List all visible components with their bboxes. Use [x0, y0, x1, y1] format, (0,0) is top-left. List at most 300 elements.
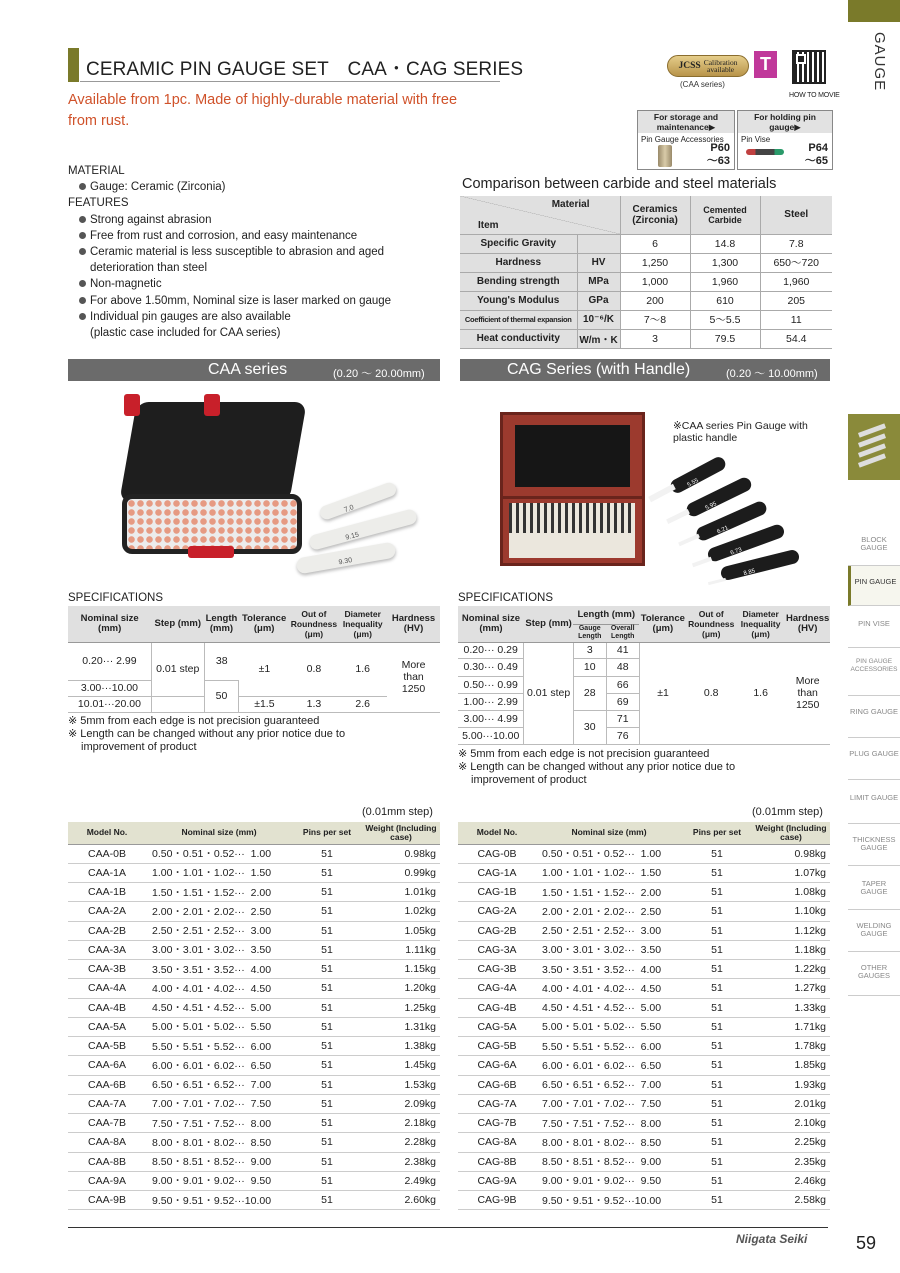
spec-right-title: SPECIFICATIONS	[458, 592, 553, 604]
model-head: Weight (Including case)	[362, 822, 440, 844]
pin-case-icon	[658, 145, 672, 167]
table-row	[68, 883, 440, 902]
spec-hard: More than 1250	[785, 642, 830, 744]
nominal-size: 9.00・9.01・9.02··· 9.50	[146, 1171, 292, 1190]
feature-item	[68, 228, 468, 244]
features-label: FEATURES	[68, 197, 129, 210]
table-row	[68, 1075, 440, 1094]
model-no: CAA-7A	[68, 1094, 146, 1113]
jcss-label: JCSS	[678, 61, 701, 71]
table-row	[458, 1017, 830, 1036]
spec-gauge-len: 30	[573, 710, 606, 744]
feature-text: Free from rust and corrosion, and easy maintenance	[90, 229, 358, 242]
spec-head: Tolerance (μm)	[239, 606, 290, 642]
spec-size: 3.00··· 4.99	[458, 710, 524, 727]
table-row	[68, 902, 440, 921]
jcss-badge	[667, 55, 749, 77]
cmp-item: Young's Modulus	[460, 291, 577, 310]
model-no: CAG-4A	[458, 979, 536, 998]
weight: 1.85kg	[752, 1056, 830, 1075]
feature-item	[68, 293, 468, 309]
accessory-box-holding[interactable]	[737, 110, 833, 170]
model-no: CAA-1A	[68, 863, 146, 882]
weight: 1.38kg	[362, 1037, 440, 1056]
t-badge: T	[754, 51, 777, 78]
spec-right-notes	[458, 748, 735, 787]
nominal-size: 8.50・8.51・8.52··· 9.00	[146, 1152, 292, 1171]
weight: 0.98kg	[362, 844, 440, 863]
table-row	[68, 1037, 440, 1056]
model-no: CAA-5B	[68, 1037, 146, 1056]
table-row	[68, 1114, 440, 1133]
feature-text: Strong against abrasion	[90, 213, 212, 226]
spec-gauge-len: 10	[573, 658, 606, 676]
table-row	[458, 979, 830, 998]
weight: 0.98kg	[752, 844, 830, 863]
pins-per-set: 51	[682, 979, 752, 998]
model-no: CAA-6B	[68, 1075, 146, 1094]
nominal-size: 6.50・6.51・6.52··· 7.00	[536, 1075, 682, 1094]
weight: 2.38kg	[362, 1152, 440, 1171]
nominal-size: 1.00・1.01・1.02··· 1.50	[146, 863, 292, 882]
model-no: CAG-7B	[458, 1114, 536, 1133]
model-no: CAG-5A	[458, 1017, 536, 1036]
wood-case-base	[500, 496, 645, 566]
spec-head: Length (mm)	[204, 606, 239, 642]
nav-welding-gauge[interactable]: WELDING GAUGE	[848, 910, 900, 952]
nominal-size: 8.00・8.01・8.02··· 8.50	[536, 1133, 682, 1152]
spec-round: 0.8	[290, 642, 339, 696]
pins-per-set: 51	[682, 998, 752, 1017]
nav-pin-vise[interactable]: PIN VISE	[848, 606, 900, 648]
pins-per-set: 51	[682, 1114, 752, 1133]
nav-ring-gauge[interactable]: RING GAUGE	[848, 696, 900, 738]
handle-mark: 5.95	[704, 501, 718, 512]
model-no: CAG-3B	[458, 960, 536, 979]
weight: 2.49kg	[362, 1171, 440, 1190]
nominal-size: 6.00・6.01・6.02··· 6.50	[536, 1056, 682, 1075]
cag-series-bar	[460, 359, 830, 381]
col-ceramics: Ceramics (Zirconia)	[620, 196, 690, 234]
nav-taper-gauge[interactable]: TAPER GAUGE	[848, 866, 900, 910]
pins-per-set: 51	[682, 960, 752, 979]
spec-ineq: 1.6	[736, 642, 785, 744]
note: ※ 5mm from each edge is not precision guaranteed	[458, 748, 710, 760]
table-row	[68, 998, 440, 1017]
cmp-item: Hardness	[460, 253, 577, 272]
col-carbide: Cemented Carbide	[690, 196, 760, 234]
table-row	[458, 1114, 830, 1133]
spec-overall: 48	[606, 658, 639, 676]
weight: 1.93kg	[752, 1075, 830, 1094]
weight: 1.10kg	[752, 902, 830, 921]
nav-limit-gauge[interactable]: LIMIT GAUGE	[848, 780, 900, 824]
model-head: Model No.	[68, 822, 146, 844]
spec-head: Gauge Length	[573, 624, 606, 642]
pins-per-set: 51	[682, 883, 752, 902]
weight: 1.05kg	[362, 921, 440, 940]
nav-other-gauges[interactable]: OTHER GAUGES	[848, 952, 900, 996]
col-steel: Steel	[760, 196, 832, 234]
cmp-value: 200	[620, 291, 690, 310]
cmp-item: Specific Gravity	[460, 234, 577, 253]
model-no: CAG-0B	[458, 844, 536, 863]
pins-per-set: 51	[292, 1191, 362, 1210]
qr-code-icon[interactable]	[792, 50, 826, 84]
feature-item	[68, 212, 468, 228]
model-no: CAG-6B	[458, 1075, 536, 1094]
pins-per-set: 51	[682, 1152, 752, 1171]
cmp-value: 11	[760, 310, 832, 329]
model-no: CAG-4B	[458, 998, 536, 1017]
weight: 1.22kg	[752, 960, 830, 979]
nav-plug-gauge[interactable]: PLUG GAUGE	[848, 738, 900, 780]
table-row	[68, 979, 440, 998]
weight: 1.15kg	[362, 960, 440, 979]
table-row	[460, 272, 832, 291]
spec-ineq: 1.6	[338, 642, 387, 696]
table-row	[458, 1191, 830, 1210]
feature-text: For above 1.50mm, Nominal size is laser marked on gauge	[90, 294, 392, 307]
model-no: CAA-4A	[68, 979, 146, 998]
jcss-caa-note: (CAA series)	[680, 80, 725, 89]
model-no: CAG-9B	[458, 1191, 536, 1210]
nav-block-gauge[interactable]: BLOCK GAUGE	[848, 524, 900, 566]
nominal-size: 0.50・0.51・0.52··· 1.00	[536, 844, 682, 863]
nominal-size: 1.50・1.51・1.52··· 2.00	[146, 883, 292, 902]
cmp-value: 7.8	[760, 234, 832, 253]
table-row	[458, 1037, 830, 1056]
spec-tol: ±1.5	[239, 696, 290, 712]
spec-tol: ±1	[639, 642, 686, 744]
nominal-size: 3.00・3.01・3.02··· 3.50	[146, 940, 292, 959]
model-no: CAG-6A	[458, 1056, 536, 1075]
spec-head: Out of Roundness (μm)	[687, 606, 736, 642]
cmp-value: 14.8	[690, 234, 760, 253]
pins-per-set: 51	[292, 921, 362, 940]
nominal-size: 6.00・6.01・6.02··· 6.50	[146, 1056, 292, 1075]
accessory-page-from: P64	[808, 142, 828, 154]
cmp-unit: W/m・K	[577, 329, 620, 348]
pins-per-set: 51	[292, 863, 362, 882]
pin-tray	[122, 494, 302, 554]
model-no: CAA-8A	[68, 1133, 146, 1152]
spec-length: 38	[204, 642, 239, 680]
pins-per-set: 51	[292, 1133, 362, 1152]
weight: 1.27kg	[752, 979, 830, 998]
pins-per-set: 51	[292, 940, 362, 959]
table-row	[458, 1152, 830, 1171]
table-row	[68, 844, 440, 863]
table-row	[68, 1191, 440, 1210]
cmp-unit: GPa	[577, 291, 620, 310]
spec-right-table	[458, 606, 830, 745]
cmp-item: Bending strength	[460, 272, 577, 291]
feature-item	[68, 309, 468, 325]
spec-tol: ±1	[239, 642, 290, 696]
spec-size: 10.01···20.00	[68, 696, 151, 712]
nominal-size: 3.50・3.51・3.52··· 4.00	[536, 960, 682, 979]
model-no: CAA-5A	[68, 1017, 146, 1036]
title-accent-bar	[68, 48, 79, 82]
table-row	[460, 234, 832, 253]
cmp-item: Coefficient of thermal expansion	[460, 310, 577, 329]
feature-item-cont: (plastic case included for CAA series)	[90, 327, 281, 340]
accessory-page-from: P60	[710, 142, 730, 154]
accessory-box-storage[interactable]	[637, 110, 735, 170]
pins-per-set: 51	[682, 1133, 752, 1152]
model-no: CAG-8B	[458, 1152, 536, 1171]
handle-mark: 6.21	[716, 525, 730, 536]
weight: 1.08kg	[752, 883, 830, 902]
table-row	[68, 1094, 440, 1113]
nominal-size: 5.00・5.01・5.02··· 5.50	[146, 1017, 292, 1036]
pins-per-set: 51	[292, 1114, 362, 1133]
spec-gauge-len: 3	[573, 642, 606, 658]
model-no: CAA-3A	[68, 940, 146, 959]
spec-round: 1.3	[290, 696, 339, 712]
step-label-right: (0.01mm step)	[752, 806, 823, 818]
pin-mark: 7.0	[343, 504, 355, 514]
table-row	[458, 1133, 830, 1152]
spec-size: 0.20··· 2.99	[68, 642, 151, 680]
table-row	[458, 1075, 830, 1094]
weight: 1.71kg	[752, 1017, 830, 1036]
spec-ineq: 2.6	[338, 696, 387, 712]
cmp-value: 650～720	[760, 253, 832, 272]
weight: 1.18kg	[752, 940, 830, 959]
pins-per-set: 51	[292, 902, 362, 921]
model-no: CAG-2B	[458, 921, 536, 940]
table-row	[68, 1171, 440, 1190]
cmp-value: 1,300	[690, 253, 760, 272]
cmp-value: 1,250	[620, 253, 690, 272]
spec-head: Nominal size (mm)	[68, 606, 151, 642]
model-no: CAG-7A	[458, 1094, 536, 1113]
spec-size: 5.00···10.00	[458, 727, 524, 744]
spec-head: Length (mm)	[573, 606, 639, 624]
nominal-size: 5.00・5.01・5.02··· 5.50	[536, 1017, 682, 1036]
weight: 2.01kg	[752, 1094, 830, 1113]
pins-per-set: 51	[292, 960, 362, 979]
spec-hard: More than 1250	[387, 642, 440, 712]
table-row	[68, 1056, 440, 1075]
model-no: CAA-3B	[68, 960, 146, 979]
case-handle	[188, 546, 234, 558]
step-label-left: (0.01mm step)	[362, 806, 433, 818]
spec-size: 0.20··· 0.29	[458, 642, 524, 658]
cmp-unit	[577, 234, 620, 253]
pins-per-set: 51	[292, 1017, 362, 1036]
nominal-size: 5.50・5.51・5.52··· 6.00	[536, 1037, 682, 1056]
weight: 1.45kg	[362, 1056, 440, 1075]
model-head: Nominal size (mm)	[536, 822, 682, 844]
nominal-size: 7.00・7.01・7.02··· 7.50	[146, 1094, 292, 1113]
model-no: CAA-0B	[68, 844, 146, 863]
weight: 1.12kg	[752, 921, 830, 940]
table-row	[460, 253, 832, 272]
cmp-value: 1,960	[760, 272, 832, 291]
model-no: CAA-4B	[68, 998, 146, 1017]
material-item-text: Gauge: Ceramic (Zirconia)	[90, 181, 226, 194]
model-head: Nominal size (mm)	[146, 822, 292, 844]
nominal-size: 7.00・7.01・7.02··· 7.50	[536, 1094, 682, 1113]
spec-head: Diameter Inequality (μm)	[736, 606, 785, 642]
spec-left-title: SPECIFICATIONS	[68, 592, 163, 604]
model-head: Model No.	[458, 822, 536, 844]
spec-head: Out of Roundness (μm)	[290, 606, 339, 642]
nav-thickness-gauge[interactable]: THICKNESS GAUGE	[848, 824, 900, 866]
pins-per-set: 51	[682, 902, 752, 921]
note: improvement of product	[471, 774, 587, 786]
weight: 2.25kg	[752, 1133, 830, 1152]
pins-per-set: 51	[682, 1017, 752, 1036]
pin-vise-icon	[746, 149, 784, 155]
jcss-available: available	[707, 65, 735, 74]
weight: 1.31kg	[362, 1017, 440, 1036]
cag-series-range: (0.20 ～ 10.00mm)	[726, 368, 818, 380]
photo-note	[673, 420, 808, 444]
spec-overall: 66	[606, 676, 639, 693]
nominal-size: 6.50・6.51・6.52··· 7.00	[146, 1075, 292, 1094]
spec-head: Overall Length	[606, 624, 639, 642]
weight: 2.60kg	[362, 1191, 440, 1210]
spec-left-table	[68, 606, 440, 713]
table-row	[458, 1056, 830, 1075]
table-row	[458, 960, 830, 979]
spec-head: Diameter Inequality (μm)	[338, 606, 387, 642]
spec-gauge-len: 28	[573, 676, 606, 710]
nav-pin-gauge-accessories[interactable]: PIN GAUGE ACCESSORIES	[848, 648, 900, 696]
cmp-value: 1,000	[620, 272, 690, 291]
table-row	[68, 1133, 440, 1152]
page-title: CERAMIC PIN GAUGE SET CAA・CAG SERIES	[86, 59, 524, 80]
spec-size: 1.00··· 2.99	[458, 693, 524, 710]
how-to-movie-link[interactable]: HOW TO MOVIE	[789, 92, 840, 99]
tagline: Available from 1pc. Made of highly-durable material with free from rust.	[68, 92, 458, 129]
nominal-size: 7.50・7.51・7.52··· 8.00	[146, 1114, 292, 1133]
pin-gauge-section-icon	[848, 414, 900, 480]
spec-overall: 41	[606, 642, 639, 658]
cag-model-table	[458, 822, 830, 1210]
caa-series-title: CAA series	[208, 361, 288, 378]
head-material: Material	[551, 199, 590, 210]
pins-per-set: 51	[292, 1152, 362, 1171]
table-row	[460, 291, 832, 310]
weight: 1.20kg	[362, 979, 440, 998]
pin-mark: 9.15	[344, 531, 360, 542]
model-head: Weight (Including case)	[752, 822, 830, 844]
weight: 0.99kg	[362, 863, 440, 882]
table-row	[68, 863, 440, 882]
pin-mark: 9.30	[338, 557, 353, 567]
head-item: Item	[478, 219, 499, 231]
spec-size: 0.30··· 0.49	[458, 658, 524, 676]
photo-note-text: ※CAA series Pin Gauge with plastic handle	[673, 420, 808, 444]
accessory-sub: Pin Gauge Accessories	[641, 135, 724, 144]
spec-size: 3.00···10.00	[68, 680, 151, 696]
table-row	[68, 960, 440, 979]
handle-mark: 8.85	[743, 568, 756, 578]
cmp-value: 6	[620, 234, 690, 253]
pins-per-set: 51	[292, 883, 362, 902]
pins-per-set: 51	[292, 1075, 362, 1094]
pins-per-set: 51	[682, 1171, 752, 1190]
weight: 2.46kg	[752, 1171, 830, 1190]
footer-rule	[68, 1227, 828, 1228]
handle-mark: 6.73	[729, 547, 743, 557]
model-head: Pins per set	[682, 822, 752, 844]
table-row	[458, 883, 830, 902]
nominal-size: 4.50・4.51・4.52··· 5.00	[536, 998, 682, 1017]
weight: 2.18kg	[362, 1114, 440, 1133]
pins-per-set: 51	[682, 1056, 752, 1075]
model-head: Pins per set	[292, 822, 362, 844]
cmp-value: 610	[690, 291, 760, 310]
weight: 2.58kg	[752, 1191, 830, 1210]
page-number: 59	[856, 1233, 877, 1253]
nominal-size: 4.00・4.01・4.02··· 4.50	[146, 979, 292, 998]
title-underline	[80, 81, 500, 82]
model-no: CAA-8B	[68, 1152, 146, 1171]
model-no: CAA-1B	[68, 883, 146, 902]
pins-per-set: 51	[682, 940, 752, 959]
material-features	[68, 163, 468, 341]
pins-per-set: 51	[682, 863, 752, 882]
table-row	[460, 329, 832, 348]
table-row	[458, 1094, 830, 1113]
gauge-section-label: GAUGE	[871, 32, 888, 92]
material-label: MATERIAL	[68, 165, 125, 177]
spec-left-notes	[68, 715, 345, 754]
pins-per-set: 51	[682, 1191, 752, 1210]
nominal-size: 9.00・9.01・9.02··· 9.50	[536, 1171, 682, 1190]
material-item	[68, 179, 468, 195]
cmp-unit: MPa	[577, 272, 620, 291]
jcss-calibration: Calibration	[703, 58, 738, 67]
weight: 1.02kg	[362, 902, 440, 921]
nominal-size: 9.50・9.51・9.52···10.00	[146, 1191, 292, 1210]
spec-head: Step (mm)	[524, 606, 573, 642]
table-row	[458, 902, 830, 921]
spec-length: 50	[204, 680, 239, 712]
pins-per-set: 51	[292, 1037, 362, 1056]
accessory-head: For holding pin gauge▶	[738, 111, 832, 133]
table-row	[460, 310, 832, 329]
nav-pin-gauge[interactable]: PIN GAUGE	[848, 566, 900, 606]
table-row	[458, 863, 830, 882]
spec-head: Tolerance (μm)	[639, 606, 686, 642]
cmp-value: 54.4	[760, 329, 832, 348]
model-no: CAG-9A	[458, 1171, 536, 1190]
comparison-table	[460, 196, 832, 349]
caa-model-table	[68, 822, 440, 1210]
caa-product-photo	[108, 394, 438, 590]
feature-item	[68, 276, 468, 292]
case-lid	[119, 402, 307, 502]
spec-head: Hardness (HV)	[785, 606, 830, 642]
spec-size: 0.50··· 0.99	[458, 676, 524, 693]
table-row	[458, 921, 830, 940]
pins-per-set: 51	[292, 844, 362, 863]
pins-per-set: 51	[682, 1075, 752, 1094]
weight: 1.78kg	[752, 1037, 830, 1056]
pins-per-set: 51	[682, 921, 752, 940]
cmp-value: 7～8	[620, 310, 690, 329]
weight: 1.11kg	[362, 940, 440, 959]
feature-text: Individual pin gauges are also available	[90, 310, 291, 323]
nominal-size: 3.50・3.51・3.52··· 4.00	[146, 960, 292, 979]
